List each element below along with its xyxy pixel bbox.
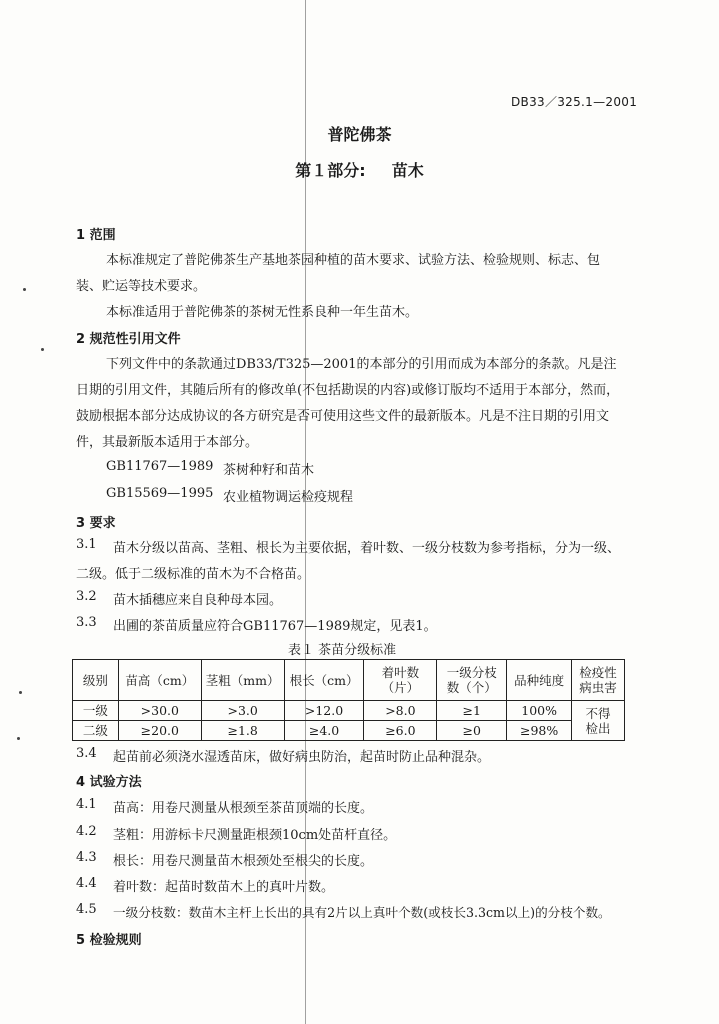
cell-purity: ≥98% xyxy=(507,721,572,741)
test-method-item: 苗高：用卷尺测量从根颈至茶苗顶端的长度。 xyxy=(113,801,374,816)
section-1-para1-line2: 装、贮运等技术要求。 xyxy=(76,279,207,294)
table-row xyxy=(73,701,625,721)
table-caption: 表１ 茶苗分级标准 xyxy=(288,643,397,658)
clause-number: 4.4 xyxy=(76,876,97,891)
section-1-para1-line1: 本标准规定了普陀佛茶生产基地茶园种植的苗木要求、试验方法、检验规则、标志、包 xyxy=(106,253,601,268)
clause-number: 4.1 xyxy=(76,797,97,812)
document-subtitle xyxy=(0,158,719,181)
header-line: 数（个） xyxy=(446,680,497,695)
section-1-para2: 本标准适用于普陀佛茶的茶树无性系良种一年生苗木。 xyxy=(106,305,419,320)
scan-speck xyxy=(19,691,22,694)
document-title: 普陀佛茶 xyxy=(327,125,392,144)
section-3-heading: 3 要求 xyxy=(76,516,116,531)
cell-root: ≥4.0 xyxy=(284,721,364,741)
ref-code: GB15569—1995 xyxy=(106,486,214,501)
test-method-item: 一级分枝数：数苗木主杆上长出的具有2片以上真叶个数(或枝长3.3cm以上)的分枝个数。 xyxy=(113,905,611,920)
cell-quarantine xyxy=(572,701,625,741)
test-method-item: 着叶数：起苗时数苗木上的真叶片数。 xyxy=(113,880,335,895)
quarantine-line: 检出 xyxy=(585,720,611,736)
clause-3-4: 起苗前必须浇水湿透苗床，做好病虫防治，起苗时防止品种混杂。 xyxy=(113,750,491,765)
cell-leaves: >8.0 xyxy=(364,701,437,721)
ref-name: 农业植物调运检疫规程 xyxy=(223,490,354,505)
header-line: 病虫害 xyxy=(579,680,617,695)
subtitle-name: 苗木 xyxy=(391,161,424,180)
header-cell: 根长（cm） xyxy=(284,660,364,701)
section-2-heading: 2 规范性引用文件 xyxy=(76,332,181,347)
cell-root: >12.0 xyxy=(284,701,364,721)
section-1-heading: 1 范围 xyxy=(76,228,116,243)
ref-name: 茶树种籽和苗木 xyxy=(223,463,315,478)
header-cell: 品种纯度 xyxy=(507,660,572,701)
section-2-line2: 日期的引用文件，其随后所有的修改单(不包括勘误的内容)或修订版均不适用于本部分，然而， xyxy=(76,383,620,398)
cell-branches: ≥1 xyxy=(437,701,507,721)
section-2-line4: 件，其最新版本适用于本部分。 xyxy=(76,435,259,450)
clause-3-1-line2: 二级。低于二级标准的苗木为不合格苗。 xyxy=(76,567,311,582)
header-line: 检疫性 xyxy=(579,665,617,680)
section-2-line1: 下列文件中的条款通过DB33/T325—2001的本部分的引用而成为本部分的条款。凡是注 xyxy=(106,357,617,372)
section-5-heading: 5 检验规则 xyxy=(76,933,142,948)
cell-leaves: ≥6.0 xyxy=(364,721,437,741)
test-method-item: 根长：用卷尺测量苗木根颈处至根尖的长度。 xyxy=(113,854,374,869)
quarantine-line: 不得 xyxy=(585,705,611,721)
header-line: （片） xyxy=(381,680,420,695)
cell-branches: ≥0 xyxy=(437,721,507,741)
header-line: 着叶数 xyxy=(381,665,420,680)
clause-3-3: 出圃的茶苗质量应符合GB11767—1989规定，见表1。 xyxy=(113,619,437,634)
clause-number: 3.4 xyxy=(76,746,97,761)
cell-stem: >3.0 xyxy=(201,701,284,721)
section-2-line3: 鼓励根据本部分达成协议的各方研究是否可使用这些文件的最新版本。凡是不注日期的引用文 xyxy=(76,409,610,424)
cell-level: 一级 xyxy=(73,701,119,721)
clause-number: 4.3 xyxy=(76,850,97,865)
clause-number: 4.5 xyxy=(76,902,97,917)
clause-number: 4.2 xyxy=(76,824,97,839)
scan-fold-line xyxy=(305,0,306,1024)
ref-code: GB11767—1989 xyxy=(106,459,214,474)
scan-speck xyxy=(23,288,26,291)
header-cell xyxy=(364,660,437,701)
clause-3-1-line1: 苗木分级以苗高、茎粗、根长为主要依据，着叶数、一级分枝数为参考指标，分为一级、 xyxy=(113,541,621,556)
cell-level: 二级 xyxy=(73,721,119,741)
header-cell xyxy=(437,660,507,701)
header-cell: 级别 xyxy=(73,660,119,701)
cell-height: >30.0 xyxy=(118,701,201,721)
subtitle-part: 第１部分: xyxy=(295,161,366,180)
section-4-heading: 4 试验方法 xyxy=(76,775,142,790)
cell-height: ≥20.0 xyxy=(118,721,201,741)
header-cell xyxy=(572,660,625,701)
test-method-item: 茎粗：用游标卡尺测量距根颈10cm处苗杆直径。 xyxy=(113,828,397,843)
header-cell: 茎粗（mm） xyxy=(201,660,284,701)
clause-3-2: 苗木插穗应来自良种母本园。 xyxy=(113,593,283,608)
grading-table xyxy=(72,659,625,741)
document-code: DB33／325.1—2001 xyxy=(511,95,638,109)
scan-speck xyxy=(41,348,44,351)
scan-speck xyxy=(17,737,20,740)
clause-number: 3.3 xyxy=(76,615,97,630)
table-header-row xyxy=(73,660,625,701)
header-line: 一级分枝 xyxy=(446,665,497,680)
cell-purity: 100% xyxy=(507,701,572,721)
clause-number: 3.2 xyxy=(76,589,97,604)
clause-number: 3.1 xyxy=(76,537,97,552)
header-cell: 苗高（cm） xyxy=(118,660,201,701)
cell-stem: ≥1.8 xyxy=(201,721,284,741)
table-row xyxy=(73,721,625,741)
